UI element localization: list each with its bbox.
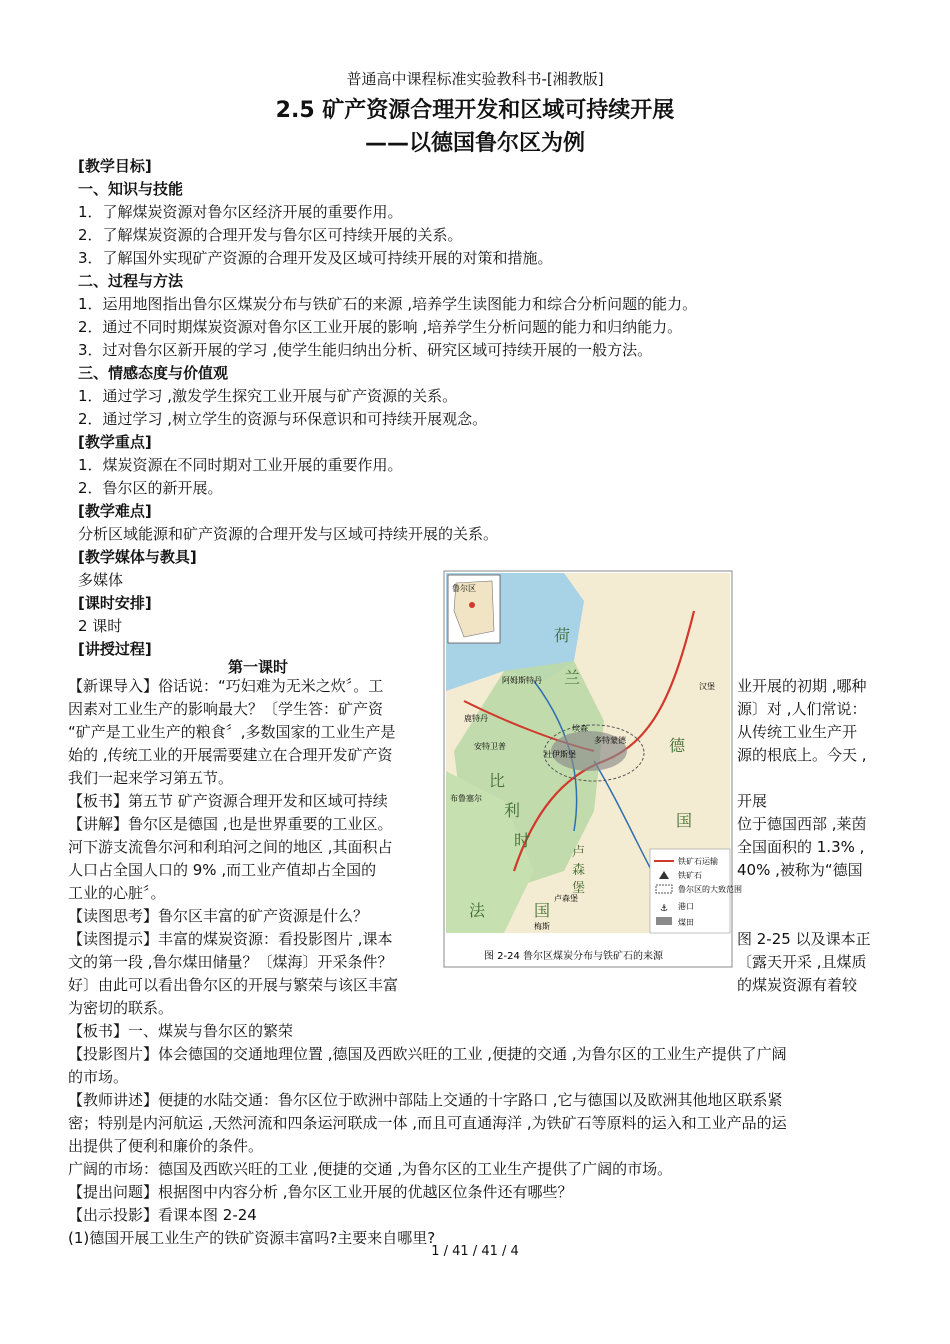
body-line: 【出示投影】看课本图 2-24 [68,1206,257,1224]
body-line: 为密切的联系。 [68,999,174,1017]
list-item: 2．通过不同时期煤炭资源对鲁尔区工业开展的影响 ,培养学生分析问题的能力和归纳能力。 [78,318,683,336]
body-line: 【读图思考】鲁尔区丰富的矿产资源是什么？ [68,907,369,925]
map-label: 比 [489,771,506,790]
anchor-icon: ⚓ [660,904,669,914]
legend-entry: 铁矿石运输 [678,857,718,866]
section-hours: [课时安排] [78,594,152,612]
map-label: 卢森堡 [554,894,578,903]
document-header: 普通高中课程标准实验教科书-[湘教版] [346,70,604,88]
map-label: 鲁尔区 [452,584,476,593]
legend-entry: 鲁尔区的大致范围 [678,885,742,894]
body-line: 河下游支流鲁尔河和利珀河之间的地区 ,其面积占 [68,838,393,856]
section-teaching-goals: [教学目标] [78,157,152,175]
map-label: 兰 [564,668,581,687]
title-sub: ——以德国鲁尔区为例 [364,131,585,156]
body-line: (1)德国开展工业生产的铁矿资源丰富吗?主要来自哪里? [68,1229,436,1247]
body-line: 出提供了便利和廉价的条件。 [68,1137,264,1155]
map-label: 时 [514,831,531,850]
body-line: 文的第一段 ,鲁尔煤田储量？〔煤海〕开采条件？ [68,953,393,971]
body-line: 【讲解】鲁尔区是德国 ,也是世界重要的工业区。 [68,815,393,833]
page-footer: 1 / 41 / 41 / 4 [431,1244,519,1259]
map-label: 堡 [572,881,586,896]
map-label: 国 [534,901,551,920]
map-label: 多特蒙德 [594,736,626,745]
list-item: 1．通过学习 ,激发学生探究工业开展与矿产资源的关系。 [78,387,458,405]
body-line-right: 图 2-25 以及课本正 [737,930,871,948]
body-line: 我们一起来学习第五节。 [68,769,234,787]
section-difficulty: [教学难点] [78,502,152,520]
map-label: 法 [469,901,486,920]
body-line-right: 业开展的初期 ,哪种 [737,677,867,695]
title-main: 2.5 矿产资源合理开发和区域可持续开展 [275,98,675,123]
map-label: 德 [669,736,686,755]
media-text: 多媒体 [78,571,124,589]
body-line: 因素对工业生产的影响最大？〔学生答：矿产资 [68,700,384,718]
map-label: 利 [504,801,521,820]
body-line: 密；特别是内河航运 ,天然河流和四条运河联成一体 ,而且可直通海洋 ,为铁矿石等原料的运入和工业产品的运 [68,1114,787,1132]
map-label: 埃森 [572,724,588,733]
body-line: 【新课导入】俗话说：“巧妇难为无米之炊〞。工 [68,677,384,695]
body-line: 广阔的市场：德国及西欧兴旺的工业 ,便捷的交通 ,为鲁尔区的工业生产提供了广阔的市场。 [68,1160,673,1178]
ruhr-map-figure [444,571,742,967]
body-line: 好〕由此可以看出鲁尔区的开展与繁荣与该区丰富 [68,976,399,994]
body-line: 工业的心脏〞。 [68,884,166,902]
section-attitude-values: 三、情感态度与价值观 [78,364,229,382]
body-line-right: 从传统工业生产开 [737,723,858,741]
list-item: 2．鲁尔区的新开展。 [78,479,223,497]
body-line-right: 40% ,被称为“德国 [737,861,863,879]
legend-entry: 港口 [678,902,694,911]
section-knowledge-skills: 一、知识与技能 [78,180,184,198]
list-item: 1．运用地图指出鲁尔区煤炭分布与铁矿石的来源 ,培养学生读图能力和综合分析问题的能力。 [78,295,698,313]
map-label: 荷 [554,626,571,645]
map-caption: 图 2-24 鲁尔区煤炭分布与铁矿石的来源 [484,951,664,962]
lesson-heading: 第一课时 [228,658,289,676]
map-label: 布鲁塞尔 [450,794,482,803]
list-item: 2．通过学习 ,树立学生的资源与环保意识和可持续开展观念。 [78,410,488,428]
body-line: 【板书】第五节 矿产资源合理开发和区域可持续 [68,792,388,810]
body-line-right: 源的根底上。今天 , [737,746,867,764]
body-line-right: 〔露天开采 ,且煤质 [737,953,867,971]
map-label: 卢 [572,845,586,860]
legend-entry: 煤田 [678,918,694,927]
section-process: [讲授过程] [78,640,152,658]
list-item: 3．了解国外实现矿产资源的合理开发及区域可持续开展的对策和措施。 [78,249,553,267]
body-line: 【投影图片】体会德国的交通地理位置 ,德国及西欧兴旺的工业 ,便捷的交通 ,为鲁尔区的工业生产提供了广阔 [68,1045,787,1063]
map-label: 安特卫普 [474,742,506,751]
body-line: 的市场。 [68,1068,129,1086]
section-media: [教学媒体与教具] [78,548,197,566]
map-label: 森 [572,863,586,878]
section-key-points: [教学重点] [78,433,152,451]
body-line: 始的 ,传统工业的开展需要建立在合理开发矿产资 [68,746,393,764]
map-label: 国 [676,811,693,830]
body-line: 【板书】一、煤炭与鲁尔区的繁荣 [68,1022,294,1040]
list-item: 2．了解煤炭资源的合理开发与鲁尔区可持续开展的关系。 [78,226,463,244]
body-line-right: 源〕对 ,人们常说： [737,700,867,718]
list-item: 1．煤炭资源在不同时期对工业开展的重要作用。 [78,456,403,474]
body-line-right: 开展 [737,792,768,810]
body-line: 【教师讲述】便捷的水陆交通：鲁尔区位于欧洲中部陆上交通的十字路口 ,它与德国以及欧洲其他地区联系紧 [68,1091,783,1109]
hours-text: 2 课时 [78,617,123,635]
body-line: 人口占全国人口的 9% ,而工业产值却占全国的 [68,861,377,879]
body-line-right: 全国面积的 1.3% , [737,838,865,856]
body-line: “矿产是工业生产的粮食〞,多数国家的工业生产是 [68,723,396,741]
body-line: 【读图提示】丰富的煤炭资源：看投影图片 ,课本 [68,930,393,948]
body-line-right: 的煤炭资源有着较 [737,976,858,994]
difficulty-text: 分析区域能源和矿产资源的合理开发与区域可持续开展的关系。 [78,525,499,543]
map-label: 梅斯 [534,922,550,931]
list-item: 3．过对鲁尔区新开展的学习 ,使学生能归纳出分析、研究区域可持续开展的一般方法。 [78,341,653,359]
legend-entry: 铁矿石 [678,871,702,880]
body-line: 【提出问题】根据图中内容分析 ,鲁尔区工业开展的优越区位条件还有哪些？ [68,1183,573,1201]
map-label: 杜伊斯堡 [544,750,576,759]
map-label: 阿姆斯特丹 [502,676,542,685]
body-line-right: 位于德国西部 ,莱茵 [737,815,867,833]
map-label: 鹿特丹 [464,714,488,723]
section-process-method: 二、过程与方法 [78,272,184,290]
list-item: 1．了解煤炭资源对鲁尔区经济开展的重要作用。 [78,203,403,221]
map-label: 汉堡 [699,682,715,691]
